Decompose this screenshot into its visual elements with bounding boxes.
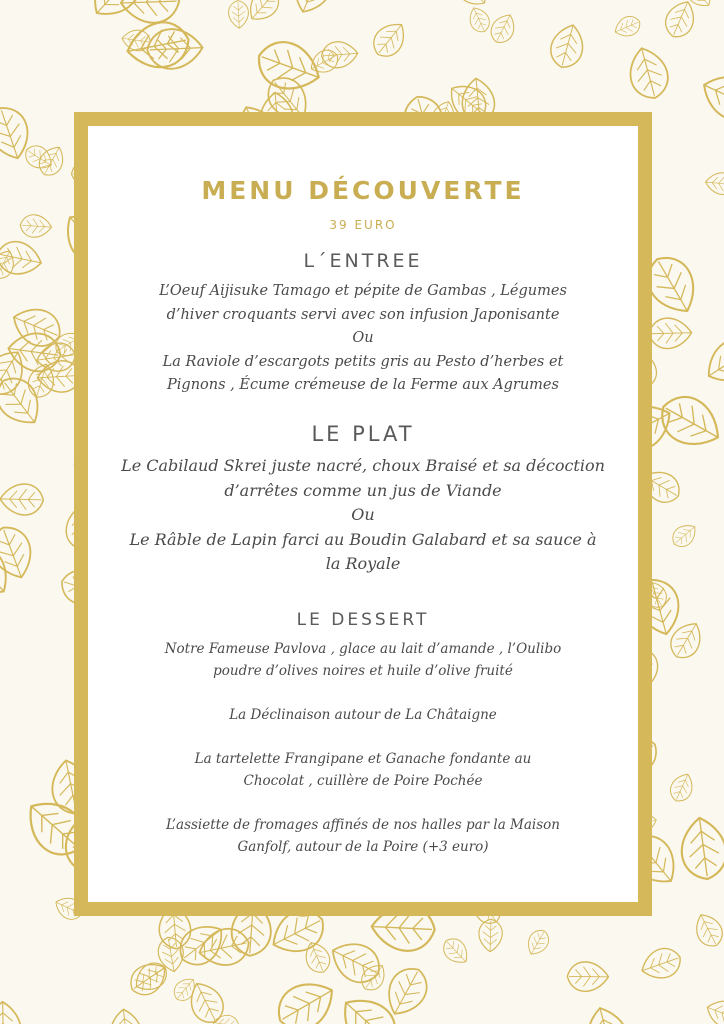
leaf-outline — [581, 1003, 633, 1024]
leaf-outline — [379, 961, 435, 1022]
plat-line: Le Râble de Lapin farci au Boudin Galabard et sa sauce à — [129, 529, 597, 549]
entree-line: d’hiver croquants servi avec son infusion Japonisante — [166, 306, 560, 323]
leaf-outline — [82, 0, 148, 26]
entree-line: La Raviole d’escargots petits gris au Pesto d’herbes et — [162, 353, 564, 370]
leaf-outline — [0, 1002, 21, 1024]
leaf-outline — [698, 331, 724, 392]
leaf-outline — [120, 0, 180, 24]
plat-line: d’arrêtes comme un jus de Viande — [224, 480, 502, 500]
leaf-outline — [567, 962, 608, 992]
entree-line: L’Oeuf Aijisuke Tamago et pépite de Gambas , Légumes — [159, 283, 567, 299]
leaf-outline — [637, 944, 685, 985]
leaf-outline — [695, 66, 724, 128]
leaf-outline — [0, 343, 32, 402]
leaf-outline — [0, 102, 36, 164]
dessert-section — [48, 638, 678, 858]
plat-heading: LE PLAT — [311, 422, 415, 446]
entree-line: Pignons , Écume crémeuse de la Ferme aux Agrumes — [167, 377, 559, 393]
leaf-outline — [624, 43, 673, 102]
leaf-outline — [690, 909, 724, 951]
dessert-line: La Déclinaison autour de La Châtaigne — [229, 707, 497, 723]
leaf-outline — [0, 238, 44, 278]
dessert-line: L’assiette de fromages affinés de nos halles par la Maison — [166, 817, 560, 833]
leaf-outline — [547, 21, 589, 71]
plat-line: la Royale — [325, 554, 401, 573]
plat-line: Le Cabilaud Skrei juste nacré, choux Braisé et sa décoction — [121, 456, 605, 475]
dessert-line: Chocolat , cuillère de Poire Pochée — [243, 773, 483, 789]
leaf-outline — [170, 974, 200, 1005]
leaf-outline — [20, 214, 53, 238]
leaf-outline — [439, 934, 474, 969]
leaf-outline — [703, 995, 724, 1024]
leaf-outline — [0, 537, 19, 605]
leaf-outline — [331, 987, 406, 1024]
dessert-line: Notre Fameuse Pavlova , glace au lait d’amande , l’Oulibo — [164, 641, 562, 657]
leaf-outline — [300, 938, 334, 976]
menu-card — [74, 112, 652, 916]
leaf-outline — [0, 483, 44, 515]
dessert-heading: LE DESSERT — [296, 610, 430, 630]
leaf-outline — [367, 16, 412, 63]
leaf-outline — [705, 171, 724, 195]
entree-section — [48, 280, 678, 398]
leaf-outline — [325, 934, 387, 990]
plat-section — [48, 454, 678, 577]
leaf-outline — [612, 13, 644, 41]
leaf-outline — [487, 10, 520, 47]
leaf-outline — [228, 0, 249, 29]
dessert-line: poudre d’olives noires et huile d’olive fruité — [213, 663, 513, 679]
menu-title: MENU DÉCOUVERTE — [201, 176, 525, 205]
leaf-outline — [465, 4, 493, 35]
entree-heading: L´ENTREE — [303, 250, 423, 272]
leaf-outline — [523, 926, 553, 959]
menu-price: 39 EURO — [329, 218, 397, 232]
leaf-outline — [108, 1008, 143, 1024]
plat-line: Ou — [351, 505, 375, 524]
leaf-outline — [677, 815, 724, 882]
leaf-outline — [269, 972, 342, 1024]
leaf-outline — [478, 919, 502, 952]
leaf-outline — [183, 977, 229, 1024]
entree-line: Ou — [352, 330, 374, 346]
leaf-outline — [652, 387, 724, 457]
leaf-outline — [130, 957, 172, 997]
dessert-line: La tartelette Frangipane et Ganache fondante au — [194, 751, 532, 767]
leaf-outline — [287, 0, 338, 19]
leaf-outline — [35, 142, 69, 180]
leaf-outline — [661, 0, 701, 42]
dessert-line: Ganfolf, autour de la Poire (+3 euro) — [237, 839, 489, 855]
